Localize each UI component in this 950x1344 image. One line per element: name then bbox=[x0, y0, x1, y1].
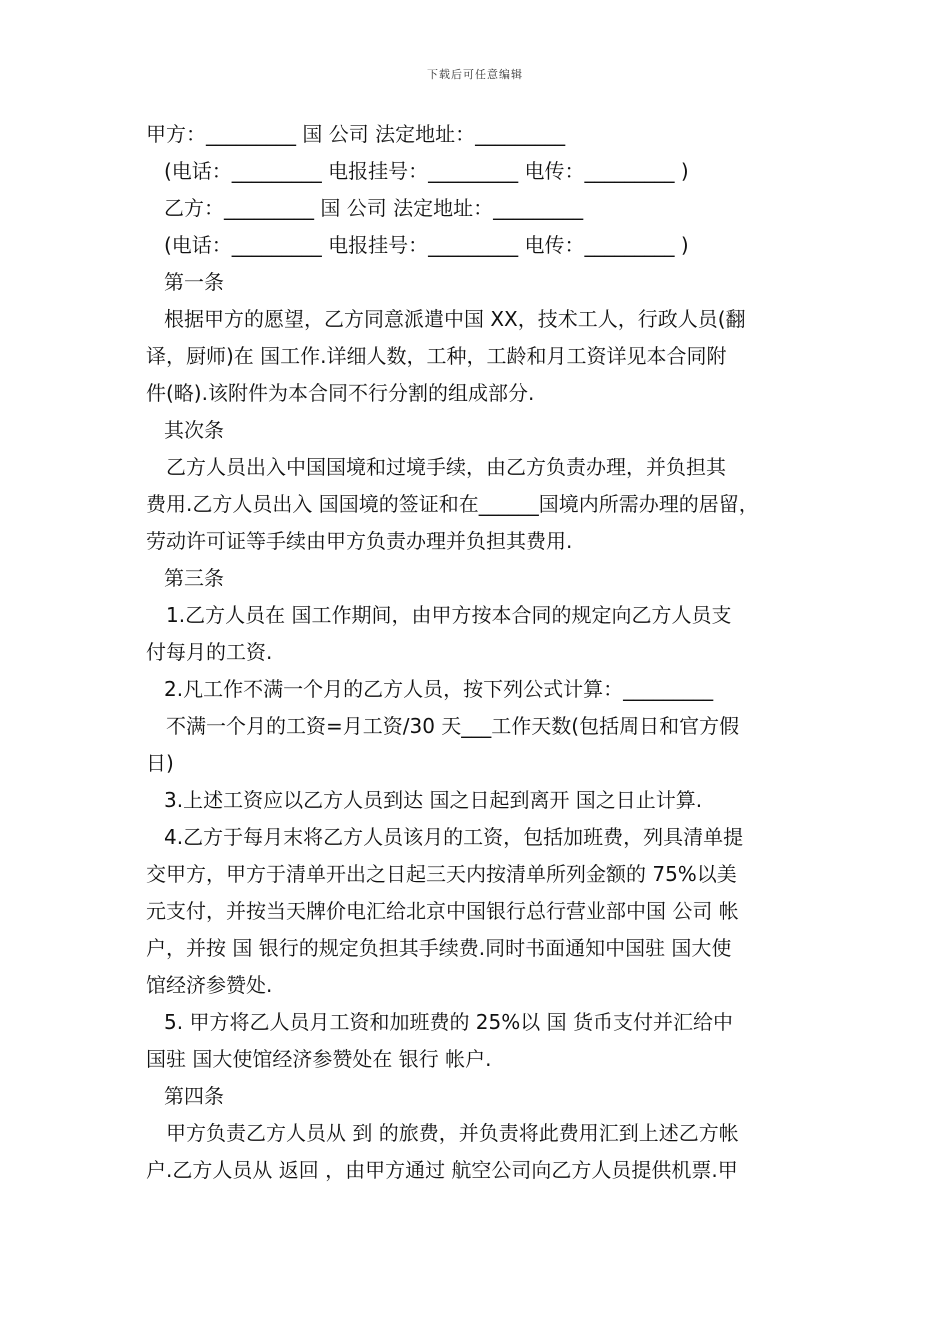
party-a-contact-line: (电话：_________ 电报挂号：_________ 电传：_________ ) bbox=[164, 159, 689, 183]
article-1-text-line: 根据甲方的愿望，乙方同意派遣中国 XX，技术工人，行政人员(翻 bbox=[164, 307, 746, 331]
article-1-text-line: 件(略).该附件为本合同不行分割的组成部分. bbox=[146, 381, 535, 405]
article-1-text-line: 译，厨师)在 国工作.详细人数，工种，工龄和月工资详见本合同附 bbox=[146, 344, 727, 368]
article-3-item-4-line: 交甲方，甲方于清单开出之日起三天内按清单所列金额的 75%以美 bbox=[146, 862, 737, 886]
article-3-item-4-line: 元支付，并按当天牌价电汇给北京中国银行总行营业部中国 公司 帐 bbox=[146, 899, 739, 923]
article-3-item-4-line: 4.乙方于每月末将乙方人员该月的工资，包括加班费，列具清单提 bbox=[164, 825, 744, 849]
article-3-item-3-line: 3.上述工资应以乙方人员到达 国之日起到离开 国之日止计算. bbox=[164, 788, 703, 812]
article-2-heading: 其次条 bbox=[164, 418, 224, 442]
article-4-text-line: 户.乙方人员从 返回 ，由甲方通过 航空公司向乙方人员提供机票.甲 bbox=[146, 1158, 738, 1182]
article-3-item-1-line: 1.乙方人员在 国工作期间，由甲方按本合同的规定向乙方人员支 bbox=[166, 603, 732, 627]
page-header-note: 下载后可任意编辑 bbox=[427, 68, 523, 81]
article-4-text-line: 甲方负责乙方人员从 到 的旅费，并负责将此费用汇到上述乙方帐 bbox=[166, 1121, 739, 1145]
article-3-formula-line: 日) bbox=[146, 751, 174, 775]
party-b-line: 乙方：_________ 国 公司 法定地址：_________ bbox=[164, 196, 584, 220]
article-3-item-4-line: 馆经济参赞处. bbox=[146, 973, 273, 997]
article-3-item-4-line: 户，并按 国 银行的规定负担其手续费.同时书面通知中国驻 国大使 bbox=[146, 936, 732, 960]
article-2-text-line: 费用.乙方人员出入 国国境的签证和在______国境内所需办理的居留， bbox=[146, 492, 759, 516]
article-3-item-5-line: 5. 甲方将乙人员月工资和加班费的 25%以 国 货币支付并汇给中 bbox=[164, 1010, 733, 1034]
article-3-item-2-line: 2.凡工作不满一个月的乙方人员，按下列公式计算：_________ bbox=[164, 677, 714, 701]
party-a-line: 甲方：_________ 国 公司 法定地址：_________ bbox=[146, 122, 566, 146]
article-2-text-line: 乙方人员出入中国国境和过境手续，由乙方负责办理，并负担其 bbox=[166, 455, 726, 479]
article-3-item-5-line: 国驻 国大使馆经济参赞处在 银行 帐户. bbox=[146, 1047, 492, 1071]
party-b-contact-line: (电话：_________ 电报挂号：_________ 电传：_________ ) bbox=[164, 233, 689, 257]
article-3-formula-line: 不满一个月的工资=月工资/30 天___工作天数(包括周日和官方假 bbox=[166, 714, 740, 738]
article-3-item-1-line: 付每月的工资. bbox=[146, 640, 273, 664]
article-2-text-line: 劳动许可证等手续由甲方负责办理并负担其费用. bbox=[146, 529, 573, 553]
document-body bbox=[146, 116, 812, 1189]
article-1-heading: 第一条 bbox=[164, 270, 224, 294]
article-3-heading: 第三条 bbox=[164, 566, 224, 590]
article-4-heading: 第四条 bbox=[164, 1084, 224, 1108]
